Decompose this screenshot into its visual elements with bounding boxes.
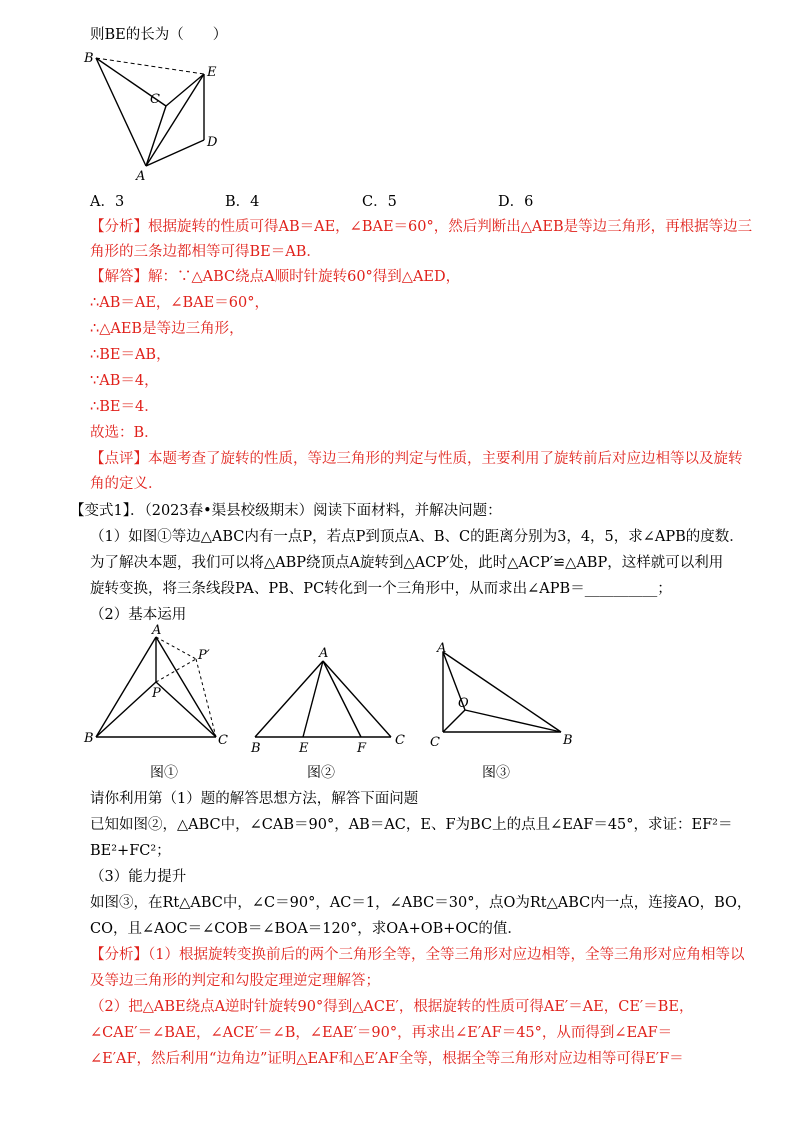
option-c: C．5 [362, 194, 397, 210]
segment-ce [166, 74, 204, 106]
figure-rotation-triangles [80, 48, 240, 188]
analysis-line-1: 【分析】根据旋转的性质可得AB＝AE，∠BAE＝60°，然后判断出△AEB是等边三角形，再根据等边三 [90, 219, 753, 235]
variant-analysis-line-1: 【分析】（1）根据旋转变换前后的两个三角形全等，全等三角形对应边相等，全等三角形对应角相等以 [90, 947, 745, 963]
label-c: C [430, 735, 440, 750]
part1-line-3: 旋转变换，将三条线段PA、PB、PC转化到一个三角形中，从而求出∠APB＝__________； [90, 581, 672, 597]
label-e: E [299, 741, 309, 756]
segment-ob [465, 710, 561, 732]
label-a: A [319, 646, 329, 661]
figure-3-right-triangle-with-o [425, 640, 585, 755]
label-o: O [458, 696, 469, 711]
option-d: D．6 [498, 194, 534, 210]
option-b: B．4 [225, 194, 260, 210]
analysis-line-2: 角形的三条边都相等可得BE＝AB． [90, 244, 321, 260]
segment-ea [146, 74, 204, 166]
solution-line-6: ∴BE＝4． [90, 399, 159, 415]
variant-title: 【变式1】．（2023春•渠县校级期末）阅读下面材料，并解决问题： [70, 503, 502, 519]
label-p: P [152, 686, 161, 701]
variant-analysis-line-4: ∠CAE′＝∠BAE，∠ACE′＝∠B，∠EAE′＝90°，再求出∠E′AF＝45°，从而得到∠EAF＝ [90, 1025, 673, 1041]
solution-line-2: ∴AB＝AE，∠BAE＝60°， [90, 295, 269, 311]
segment-be-dashed [96, 58, 204, 74]
segment-af [323, 661, 361, 737]
question-tail: 则BE的长为（ ） [90, 27, 228, 43]
segment-ba [96, 58, 146, 166]
label-b: B [84, 51, 94, 66]
segment-pc [156, 682, 216, 737]
label-a: A [437, 641, 447, 656]
label-b: B [251, 741, 261, 756]
caption-fig-1: 图① [150, 765, 178, 781]
part2-line-2: 已知如图②，△ABC中，∠CAB＝90°，AB＝AC，E、F为BC上的点且∠EAF＝45°，求证：EF²＝ [90, 817, 733, 833]
solution-line-3: ∴△AEB是等边三角形， [90, 321, 244, 337]
solution-line-4: ∴BE＝AB， [90, 347, 171, 363]
part2-title: （2）基本运用 [90, 607, 187, 623]
label-b: B [563, 733, 573, 748]
segment-ca [146, 106, 166, 166]
variant-analysis-line-2: 及等边三角形的判定和勾股定理逆定理解答； [90, 973, 380, 989]
variant-analysis-line-5: ∠E′AF，然后利用“边角边”证明△EAF和△E′AF全等，根据全等三角形对应边相等可得E′F＝ [90, 1051, 684, 1067]
label-d: D [207, 135, 218, 150]
caption-fig-2: 图② [307, 765, 335, 781]
part3-line-2: CO，且∠AOC＝∠COB＝∠BOA＝120°，求OA+OB+OC的值． [90, 921, 522, 937]
option-a: A．3 [90, 194, 125, 210]
part1-line-2: 为了解决本题，我们可以将△ABP绕顶点A旋转到△ACP′处，此时△ACP′≌△ABP，这样就可以利用 [90, 555, 724, 571]
figure-2-isosceles-right [245, 645, 415, 757]
side-ab [443, 652, 561, 732]
segment-pb [96, 682, 156, 737]
label-c: C [150, 92, 160, 107]
segment-cp-prime [196, 659, 216, 737]
label-b: B [84, 731, 94, 746]
solution-line-7: 故选：B． [90, 425, 159, 441]
label-c: C [218, 733, 228, 748]
part3-line-1: 如图③，在Rt△ABC中，∠C＝90°，AC＝1，∠ABC＝30°，点O为Rt△ABC内一点，连接AO，BO， [90, 895, 752, 911]
caption-fig-3: 图③ [482, 765, 510, 781]
figure-1-equilateral-with-p [80, 622, 240, 752]
part3-title: （3）能力提升 [90, 869, 187, 885]
part2-line-3: BE²+FC²； [90, 843, 171, 859]
label-c: C [395, 733, 405, 748]
label-a: A [152, 623, 162, 638]
label-e: E [207, 65, 217, 80]
label-a: A [136, 169, 146, 184]
label-p-prime: P′ [198, 648, 210, 663]
solution-line-5: ∵AB＝4， [90, 373, 159, 389]
comment-line-2: 角的定义． [90, 476, 163, 492]
segment-oc [443, 710, 465, 732]
variant-analysis-line-3: （2）把△ABE绕点A逆时针旋转90°得到△ACE′，根据旋转的性质可得AE′＝AE，CE′＝BE， [90, 999, 694, 1015]
label-f: F [357, 741, 367, 756]
part2-line-1: 请你利用第（1）题的解答思想方法，解答下面问题 [90, 791, 419, 807]
solution-line-1: 【解答】解：∵△ABC绕点A顺时针旋转60°得到△AED， [90, 269, 461, 285]
part1-line-1: （1）如图①等边△ABC内有一点P，若点P到顶点A、B、C的距离分别为3，4，5，求∠APB的度数． [90, 529, 744, 545]
side-ac [323, 661, 391, 737]
comment-line-1: 【点评】本题考查了旋转的性质，等边三角形的判定与性质，主要利用了旋转前后对应边相等以及旋转 [90, 451, 743, 467]
side-ab [96, 637, 156, 737]
